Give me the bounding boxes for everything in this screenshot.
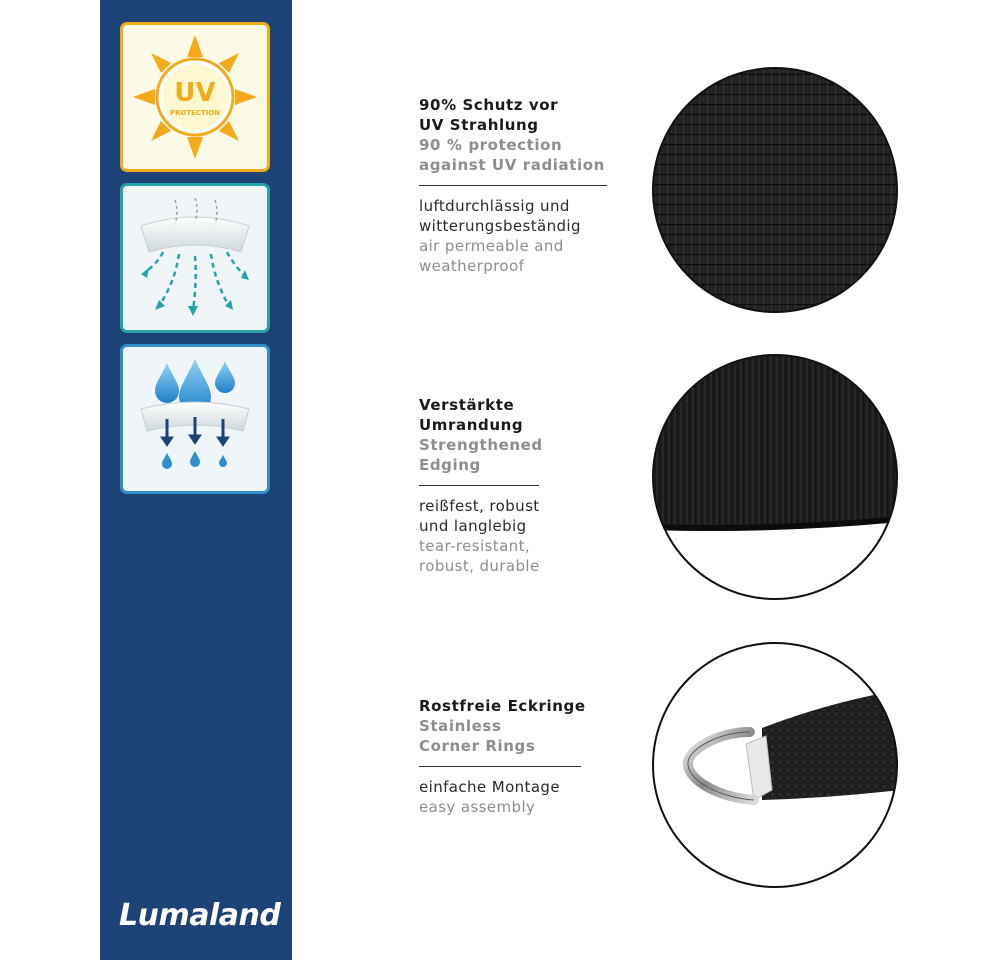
- feature-strengthened-edging: [419, 395, 619, 576]
- water-drops-icon: [123, 347, 267, 491]
- air-permeable-card: [120, 183, 270, 333]
- feature-title-en: Stainless: [419, 717, 502, 735]
- feature-desc-en: air permeable and: [419, 237, 564, 255]
- feature-title-de: UV Strahlung: [419, 116, 539, 134]
- feature-desc-en: tear-resistant,: [419, 537, 531, 555]
- feature-desc-de: einfache Montage: [419, 778, 560, 796]
- divider: [419, 766, 581, 767]
- feature-desc-en: robust, durable: [419, 557, 540, 575]
- feature-desc-de: witterungsbeständig: [419, 217, 581, 235]
- feature-title-en: 90 % protection: [419, 136, 563, 154]
- uv-protection-card: [120, 22, 270, 172]
- brand-logo: Lumaland: [119, 898, 281, 933]
- weatherproof-card: [120, 344, 270, 494]
- feature-desc-en: weatherproof: [419, 257, 525, 275]
- air-flow-icon: [123, 186, 267, 330]
- feature-desc-en: easy assembly: [419, 798, 536, 816]
- uv-main-label: UV: [174, 78, 216, 108]
- divider: [419, 185, 607, 186]
- feature-title-de: Rostfreie Eckringe: [419, 697, 586, 715]
- corner-ring-closeup-photo: [650, 640, 900, 894]
- feature-title-de: Umrandung: [419, 416, 524, 434]
- feature-title-en: Edging: [419, 456, 481, 474]
- edge-closeup-photo: [650, 352, 900, 606]
- feature-title-en: Corner Rings: [419, 737, 536, 755]
- feature-desc-de: luftdurchlässig und: [419, 197, 570, 215]
- sun-icon: [123, 25, 267, 169]
- uv-sub-label: PROTECTION: [169, 109, 221, 117]
- feature-title-en: Strengthened: [419, 436, 543, 454]
- feature-title-en: against UV radiation: [419, 156, 605, 174]
- feature-uv-protection: [419, 95, 619, 276]
- brand-sidebar: [100, 0, 292, 960]
- feature-desc-de: reißfest, robust: [419, 497, 540, 515]
- feature-stainless-corner-rings: [419, 696, 619, 817]
- fabric-closeup-photo: [650, 65, 900, 319]
- divider: [419, 485, 539, 486]
- feature-title-de: 90% Schutz vor: [419, 96, 559, 114]
- feature-desc-de: und langlebig: [419, 517, 527, 535]
- feature-title-de: Verstärkte: [419, 396, 515, 414]
